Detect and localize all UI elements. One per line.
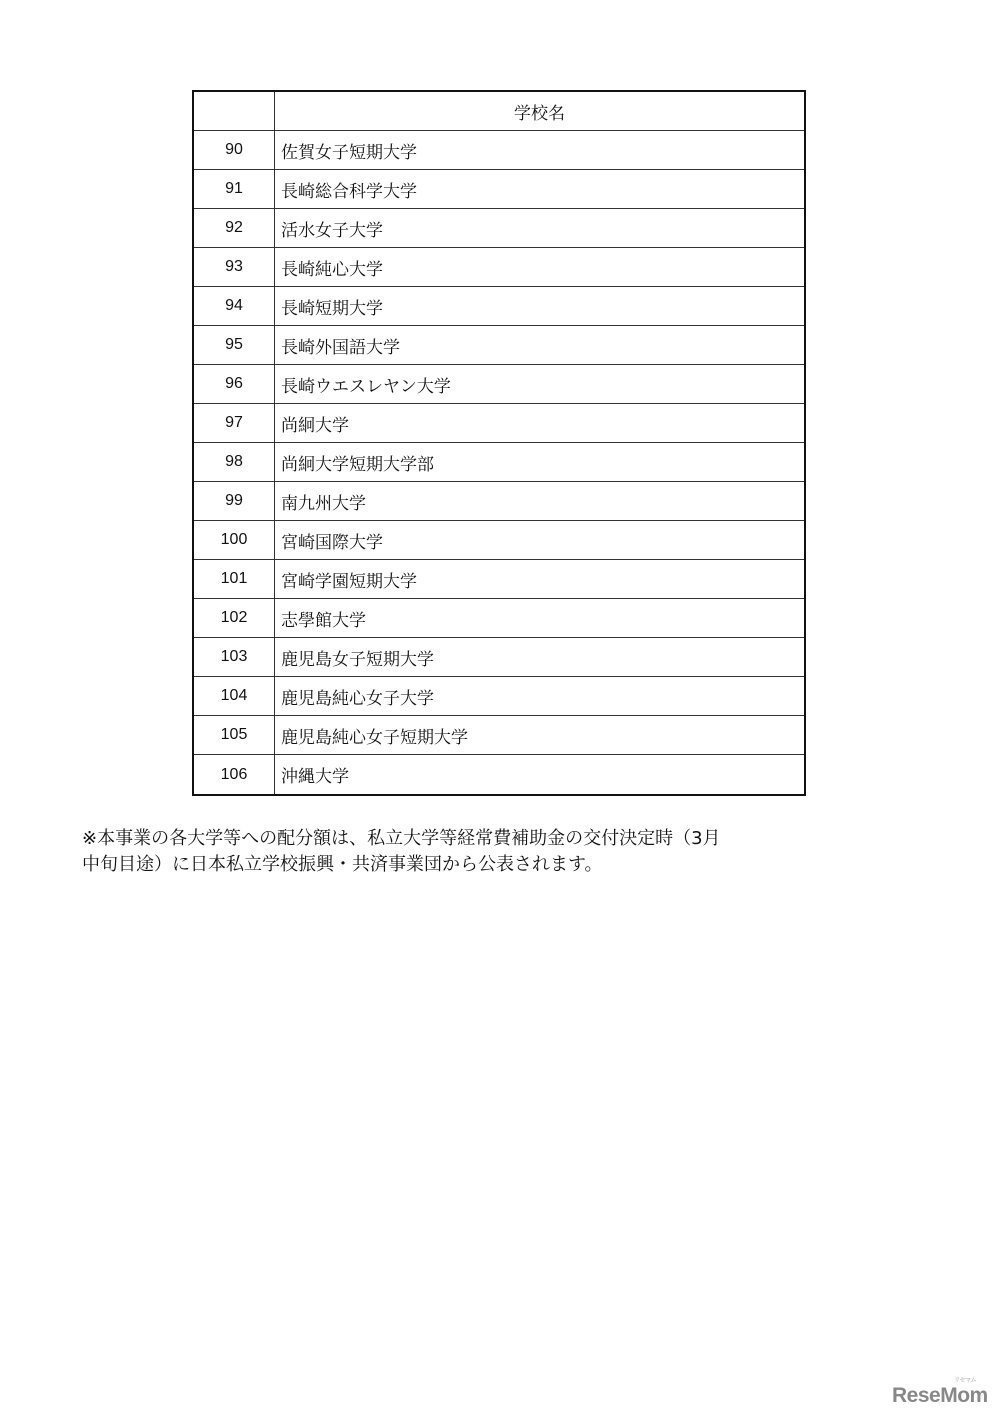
row-number: 93: [194, 248, 275, 286]
logo-text: ReseMom: [892, 1384, 988, 1407]
table-row: [194, 170, 804, 209]
resemom-logo: [892, 1378, 988, 1408]
school-name: 鹿児島純心女子大学: [281, 688, 434, 709]
table-row: [194, 443, 804, 482]
school-name: 宮崎国際大学: [281, 532, 383, 553]
school-table: [192, 90, 806, 796]
school-name: 活水女子大学: [281, 220, 383, 241]
table-header-row: [194, 92, 804, 131]
row-number: 106: [194, 755, 275, 794]
row-number: 102: [194, 599, 275, 637]
school-name: 長崎外国語大学: [281, 337, 400, 358]
table-row: [194, 482, 804, 521]
school-name: 長崎ウエスレヤン大学: [281, 376, 451, 397]
footnote-line-1: ※本事業の各大学等への配分額は、私立大学等経常費補助金の交付決定時（3月: [82, 828, 721, 849]
table-row: [194, 560, 804, 599]
row-number: 94: [194, 287, 275, 325]
school-name: 尚絅大学: [281, 415, 349, 436]
table-row: [194, 365, 804, 404]
header-number-cell: [194, 92, 275, 130]
school-name: 長崎総合科学大学: [281, 181, 417, 202]
school-name: 佐賀女子短期大学: [281, 142, 417, 163]
table-row: [194, 209, 804, 248]
school-name: 志學館大学: [281, 610, 366, 631]
row-number: 104: [194, 677, 275, 715]
row-number: 91: [194, 170, 275, 208]
table-row: [194, 755, 804, 794]
school-name: 沖縄大学: [281, 767, 349, 787]
row-number: 105: [194, 716, 275, 754]
header-school-name: 学校名: [514, 103, 565, 124]
row-number: 101: [194, 560, 275, 598]
row-number: 92: [194, 209, 275, 247]
school-name: 鹿児島純心女子短期大学: [281, 727, 468, 748]
row-number: 97: [194, 404, 275, 442]
row-number: 95: [194, 326, 275, 364]
table-row: [194, 638, 804, 677]
table-row: [194, 716, 804, 755]
table-row: [194, 287, 804, 326]
school-name: 宮崎学園短期大学: [281, 571, 417, 592]
table-row: [194, 677, 804, 716]
logo-kana: リセマム: [954, 1378, 976, 1384]
row-number: 103: [194, 638, 275, 676]
school-name: 尚絅大学短期大学部: [281, 454, 434, 475]
row-number: 90: [194, 131, 275, 169]
school-name: 長崎純心大学: [281, 259, 383, 280]
school-name: 長崎短期大学: [281, 298, 383, 319]
school-name: 南九州大学: [281, 493, 366, 514]
table-row: [194, 326, 804, 365]
footnote: [82, 826, 902, 878]
row-number: 99: [194, 482, 275, 520]
row-number: 98: [194, 443, 275, 481]
table-row: [194, 521, 804, 560]
table-row: [194, 404, 804, 443]
table-row: [194, 599, 804, 638]
school-name: 鹿児島女子短期大学: [281, 649, 434, 670]
row-number: 96: [194, 365, 275, 403]
footnote-line-2: 中旬目途）に日本私立学校振興・共済事業団から公表されます。: [82, 854, 603, 875]
table-row: [194, 248, 804, 287]
table-row: [194, 131, 804, 170]
row-number: 100: [194, 521, 275, 559]
